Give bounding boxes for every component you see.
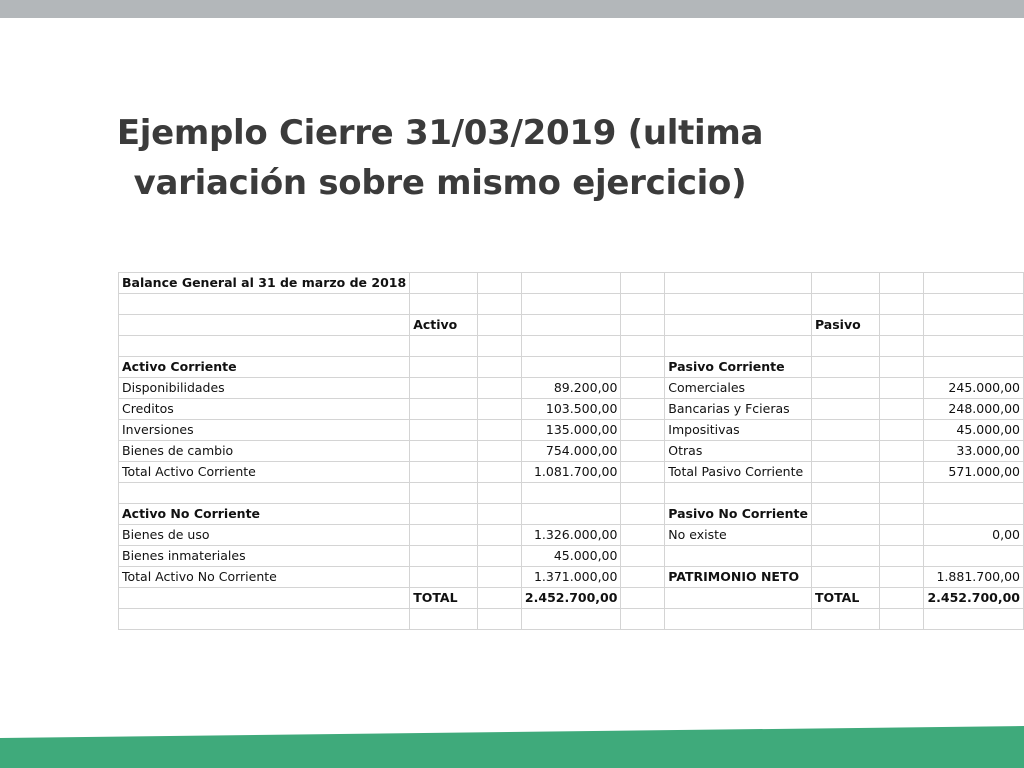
empty-cell <box>410 546 477 567</box>
empty-cell <box>621 273 665 294</box>
row-value: 45.000,00 <box>924 420 1024 441</box>
empty-cell <box>811 441 879 462</box>
row-label: Bienes de cambio <box>119 441 410 462</box>
empty-cell <box>119 483 410 504</box>
empty-cell <box>880 273 924 294</box>
table-row <box>119 378 1024 399</box>
table-row <box>119 567 1024 588</box>
sheet-title-cell: Balance General al 31 de marzo de 2018 <box>119 273 410 294</box>
table-row <box>119 525 1024 546</box>
row-label: Comerciales <box>665 378 812 399</box>
empty-cell <box>621 525 665 546</box>
empty-cell <box>410 504 477 525</box>
empty-cell <box>521 273 621 294</box>
balance-sheet-table <box>118 272 1024 630</box>
activo-corriente-heading: Activo Corriente <box>119 357 410 378</box>
pasivo-corriente-heading: Pasivo Corriente <box>665 357 812 378</box>
row-value: 135.000,00 <box>521 420 621 441</box>
empty-cell <box>621 567 665 588</box>
patrimonio-neto-value: 1.881.700,00 <box>924 567 1024 588</box>
empty-cell <box>410 441 477 462</box>
table-row <box>119 420 1024 441</box>
empty-cell <box>621 399 665 420</box>
empty-cell <box>410 567 477 588</box>
total-activo-value: 2.452.700,00 <box>521 588 621 609</box>
empty-cell <box>410 483 477 504</box>
table-row <box>119 609 1024 630</box>
empty-cell <box>477 546 521 567</box>
empty-cell <box>477 588 521 609</box>
empty-cell <box>665 588 812 609</box>
empty-cell <box>621 609 665 630</box>
empty-cell <box>521 609 621 630</box>
empty-cell <box>880 567 924 588</box>
row-label: Inversiones <box>119 420 410 441</box>
row-value: 245.000,00 <box>924 378 1024 399</box>
empty-cell <box>621 420 665 441</box>
table-row <box>119 336 1024 357</box>
row-label: No existe <box>665 525 812 546</box>
empty-cell <box>410 462 477 483</box>
empty-cell <box>880 504 924 525</box>
empty-cell <box>924 294 1024 315</box>
empty-cell <box>665 315 812 336</box>
row-label: Otras <box>665 441 812 462</box>
table-row <box>119 294 1024 315</box>
empty-cell <box>880 588 924 609</box>
row-value: 754.000,00 <box>521 441 621 462</box>
empty-cell <box>477 273 521 294</box>
empty-cell <box>621 546 665 567</box>
empty-cell <box>811 483 879 504</box>
empty-cell <box>521 336 621 357</box>
empty-cell <box>880 483 924 504</box>
empty-cell <box>477 462 521 483</box>
empty-cell <box>521 315 621 336</box>
total-pasivo-value: 2.452.700,00 <box>924 588 1024 609</box>
slide-title-line-2: variación sobre mismo ejercicio) <box>133 163 747 203</box>
pasivo-header: Pasivo <box>811 315 879 336</box>
empty-cell <box>665 546 812 567</box>
empty-cell <box>119 315 410 336</box>
empty-cell <box>621 504 665 525</box>
empty-cell <box>477 357 521 378</box>
empty-cell <box>924 315 1024 336</box>
empty-cell <box>621 441 665 462</box>
empty-cell <box>410 609 477 630</box>
patrimonio-neto-label: PATRIMONIO NETO <box>665 567 812 588</box>
empty-cell <box>811 357 879 378</box>
empty-cell <box>621 588 665 609</box>
total-activo-no-corriente-value: 1.371.000,00 <box>521 567 621 588</box>
empty-cell <box>621 294 665 315</box>
empty-cell <box>924 504 1024 525</box>
total-activo-corriente-value: 1.081.700,00 <box>521 462 621 483</box>
total-activo-label: TOTAL <box>410 588 477 609</box>
empty-cell <box>924 273 1024 294</box>
empty-cell <box>811 462 879 483</box>
empty-cell <box>811 504 879 525</box>
row-label: Bienes inmateriales <box>119 546 410 567</box>
table-row <box>119 357 1024 378</box>
empty-cell <box>410 336 477 357</box>
empty-cell <box>880 357 924 378</box>
empty-cell <box>811 567 879 588</box>
empty-cell <box>477 315 521 336</box>
empty-cell <box>811 420 879 441</box>
empty-cell <box>119 609 410 630</box>
empty-cell <box>665 336 812 357</box>
empty-cell <box>119 588 410 609</box>
activo-no-corriente-heading: Activo No Corriente <box>119 504 410 525</box>
empty-cell <box>521 504 621 525</box>
table-row <box>119 546 1024 567</box>
table-row <box>119 483 1024 504</box>
empty-cell <box>621 336 665 357</box>
table-row <box>119 399 1024 420</box>
slide-title-line-1: Ejemplo Cierre 31/03/2019 (ultima <box>116 113 764 153</box>
bottom-accent-shape <box>0 726 1024 768</box>
empty-cell <box>811 609 879 630</box>
empty-cell <box>880 441 924 462</box>
empty-cell <box>477 399 521 420</box>
empty-cell <box>811 399 879 420</box>
row-value: 1.326.000,00 <box>521 525 621 546</box>
total-pasivo-label: TOTAL <box>811 588 879 609</box>
empty-cell <box>880 546 924 567</box>
empty-cell <box>477 441 521 462</box>
empty-cell <box>880 294 924 315</box>
total-activo-corriente-label: Total Activo Corriente <box>119 462 410 483</box>
empty-cell <box>477 483 521 504</box>
empty-cell <box>410 420 477 441</box>
empty-cell <box>410 525 477 546</box>
table-row <box>119 504 1024 525</box>
empty-cell <box>410 294 477 315</box>
empty-cell <box>410 357 477 378</box>
row-label: Bienes de uso <box>119 525 410 546</box>
empty-cell <box>924 357 1024 378</box>
bottom-accent-bar <box>0 720 1024 768</box>
empty-cell <box>880 336 924 357</box>
empty-cell <box>477 378 521 399</box>
row-label: Bancarias y Fcieras <box>665 399 812 420</box>
empty-cell <box>621 462 665 483</box>
table-row <box>119 588 1024 609</box>
empty-cell <box>880 420 924 441</box>
table-row <box>119 273 1024 294</box>
empty-cell <box>880 525 924 546</box>
empty-cell <box>521 483 621 504</box>
row-value: 248.000,00 <box>924 399 1024 420</box>
row-value: 103.500,00 <box>521 399 621 420</box>
empty-cell <box>119 294 410 315</box>
empty-cell <box>621 315 665 336</box>
empty-cell <box>477 567 521 588</box>
table-row <box>119 462 1024 483</box>
empty-cell <box>621 483 665 504</box>
row-value: 33.000,00 <box>924 441 1024 462</box>
empty-cell <box>811 336 879 357</box>
total-pasivo-corriente-value: 571.000,00 <box>924 462 1024 483</box>
empty-cell <box>477 420 521 441</box>
table-row <box>119 315 1024 336</box>
empty-cell <box>924 336 1024 357</box>
empty-cell <box>880 315 924 336</box>
total-pasivo-corriente-label: Total Pasivo Corriente <box>665 462 812 483</box>
empty-cell <box>119 336 410 357</box>
row-value: 45.000,00 <box>521 546 621 567</box>
empty-cell <box>665 609 812 630</box>
empty-cell <box>880 399 924 420</box>
empty-cell <box>621 378 665 399</box>
slide-title <box>60 108 820 208</box>
empty-cell <box>924 483 1024 504</box>
row-value: 89.200,00 <box>521 378 621 399</box>
empty-cell <box>477 525 521 546</box>
empty-cell <box>811 378 879 399</box>
empty-cell <box>811 294 879 315</box>
empty-cell <box>521 357 621 378</box>
pasivo-no-corriente-heading: Pasivo No Corriente <box>665 504 812 525</box>
empty-cell <box>880 609 924 630</box>
empty-cell <box>665 273 812 294</box>
row-label: Creditos <box>119 399 410 420</box>
empty-cell <box>477 504 521 525</box>
empty-cell <box>477 294 521 315</box>
row-label: Impositivas <box>665 420 812 441</box>
table-row <box>119 441 1024 462</box>
empty-cell <box>410 378 477 399</box>
top-accent-bar <box>0 0 1024 18</box>
empty-cell <box>621 357 665 378</box>
empty-cell <box>477 609 521 630</box>
empty-cell <box>811 273 879 294</box>
row-label: Disponibilidades <box>119 378 410 399</box>
empty-cell <box>811 525 879 546</box>
empty-cell <box>521 294 621 315</box>
empty-cell <box>665 483 812 504</box>
activo-header: Activo <box>410 315 477 336</box>
empty-cell <box>880 378 924 399</box>
empty-cell <box>924 609 1024 630</box>
total-activo-no-corriente-label: Total Activo No Corriente <box>119 567 410 588</box>
empty-cell <box>811 546 879 567</box>
empty-cell <box>410 273 477 294</box>
empty-cell <box>665 294 812 315</box>
empty-cell <box>924 546 1024 567</box>
empty-cell <box>880 462 924 483</box>
empty-cell <box>410 399 477 420</box>
row-value: 0,00 <box>924 525 1024 546</box>
empty-cell <box>477 336 521 357</box>
